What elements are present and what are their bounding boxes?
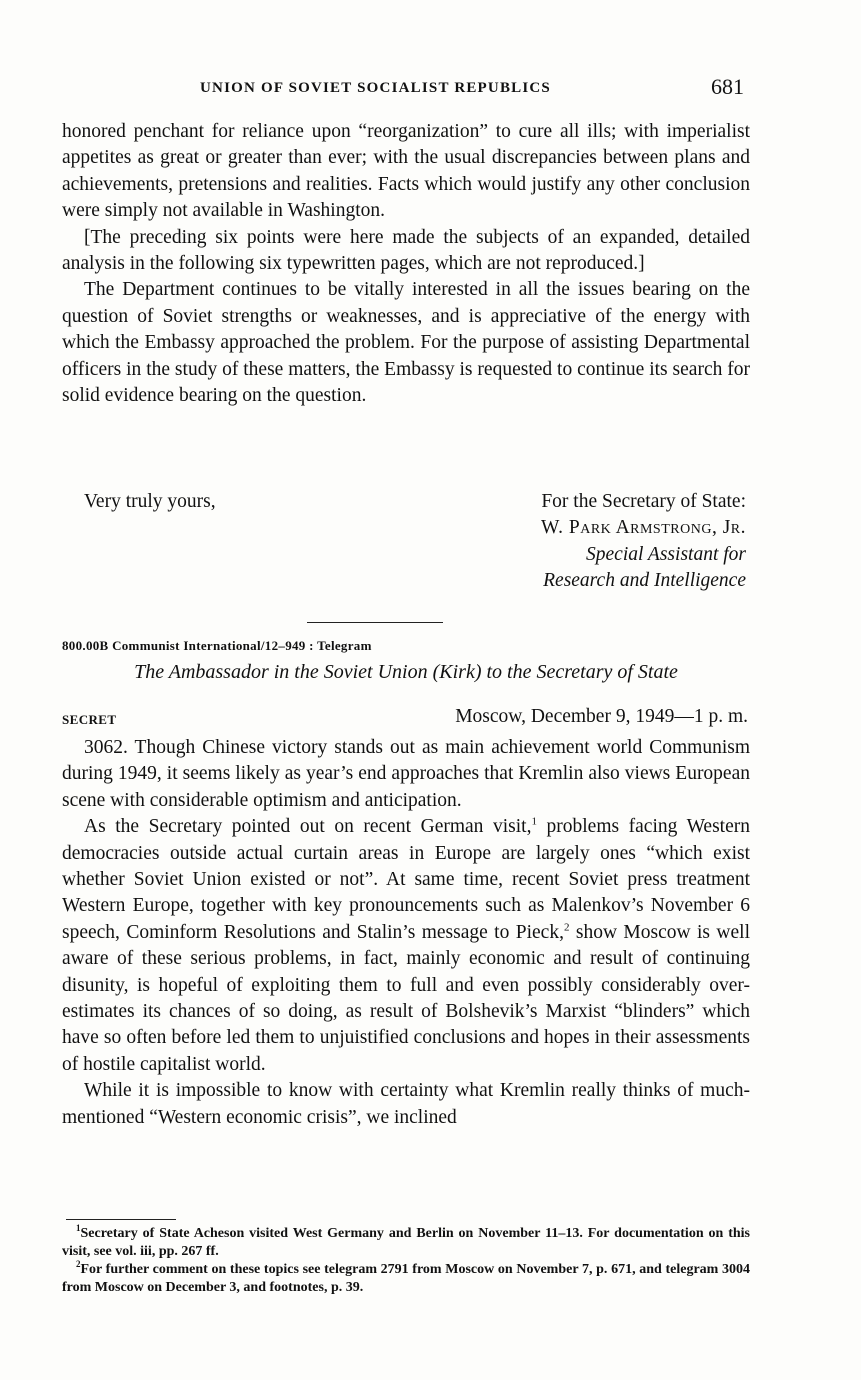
paragraph-editorial-note: [The preceding six points were here made the subjects of an expanded, detailed analysis in the following six typewritten pages, which are not reproduced.]	[62, 226, 750, 275]
footnote-ref-2[interactable]: 2	[563, 921, 570, 934]
valediction: Very truly yours,	[84, 491, 216, 512]
signer-title-line-1: Special Assistant for	[586, 543, 746, 565]
classification-label: SECRET	[62, 712, 117, 727]
document-title: The Ambassador in the Soviet Union (Kirk) to the Secretary of State	[134, 661, 678, 683]
page-header	[62, 74, 750, 104]
intro-section	[62, 119, 750, 409]
telegram-body	[62, 735, 750, 1131]
letter-closing	[62, 489, 750, 599]
paragraph-continuation: honored penchant for reliance upon “reorganization” to cure all ills; with imperialist appetites as great or greater than ever; with the usual discrepancies between plans and achievements, pretensions and realities. Facts which would justify any other conclusion were simply not available in Washington.	[62, 121, 750, 222]
footnote-1-mark: 1	[76, 1223, 81, 1233]
telegram-paragraph-2-part-a: As the Secretary pointed out on recent German visit,	[84, 816, 532, 838]
telegram-paragraph-2	[62, 814, 750, 1078]
footnote-2-text: For further comment on these topics see telegram 2791 from Moscow on November 7, p. 671, and telegram 3004 from Moscow on December 3, and footnotes, p. 39.	[62, 1262, 750, 1295]
footnotes	[62, 1225, 750, 1297]
paragraph-department-interest: The Department continues to be vitally interested in all the issues bearing on the question of Soviet strengths or weaknesses, and is appreciative of the energy with which the Embassy approached the problem. For the purpose of assisting Departmental officers in the study of these matters, the Embassy is requested to continue its search for solid evidence bearing on the question.	[62, 279, 750, 407]
signature-for-line: For the Secretary of State:	[541, 491, 746, 512]
telegram-paragraph-2-part-c: show Moscow is well aware of these serious problems, in fact, mainly economic and result of continuing disunity, is hopeful of exploiting them to full and even possibly considerably over-estimates its chances of so doing, as result of Bolshevik’s Marxist “blinders” which have so often before led them to unjuistified conclusions and hopes in their assessments of hostile capitalist world.	[62, 921, 750, 1075]
footnote-2-mark: 2	[76, 1259, 81, 1269]
page-number: 681	[711, 74, 744, 99]
footnote-1-text: Secretary of State Acheson visited West Germany and Berlin on November 11–13. For documentation on this visit, see vol. iii, pp. 267 ff.	[62, 1226, 750, 1259]
file-reference: 800.00B Communist International/12–949 : Telegram	[62, 638, 372, 653]
section-divider	[307, 622, 443, 623]
classification-dateline	[62, 706, 750, 732]
footnote-1	[62, 1225, 750, 1261]
telegram-paragraph-2-part-b: problems facing Western democracies outside actual curtain areas in Europe are largely ones “which exist whether Soviet Union existed or not”. At same time, recent Soviet press treatment Western Europe, together with key pronouncements such as Malenkov’s November 6 speech, Cominform Resolutions and Stalin’s message to Pieck,	[62, 816, 750, 943]
signer-title-line-2: Research and Intelligence	[543, 570, 746, 592]
signer-name: W. Park Armstrong, Jr.	[541, 517, 746, 539]
signature-block	[541, 489, 746, 595]
dateline: Moscow, December 9, 1949—1 p. m.	[455, 706, 748, 727]
footnote-2	[62, 1261, 750, 1297]
running-head: UNION OF SOVIET SOCIALIST REPUBLICS	[200, 80, 551, 96]
footnote-ref-1[interactable]: 1	[531, 815, 537, 828]
telegram-paragraph-1: 3062. Though Chinese victory stands out as main achievement world Communism during 1949, it seems likely as year’s end approaches that Kremlin also views European scene with considerable optimism and anticipation.	[62, 737, 750, 811]
telegram-paragraph-3: While it is impossible to know with certainty what Kremlin really thinks of much-mentioned “Western economic crisis”, we inclined	[62, 1080, 750, 1128]
footnote-rule	[66, 1219, 176, 1220]
